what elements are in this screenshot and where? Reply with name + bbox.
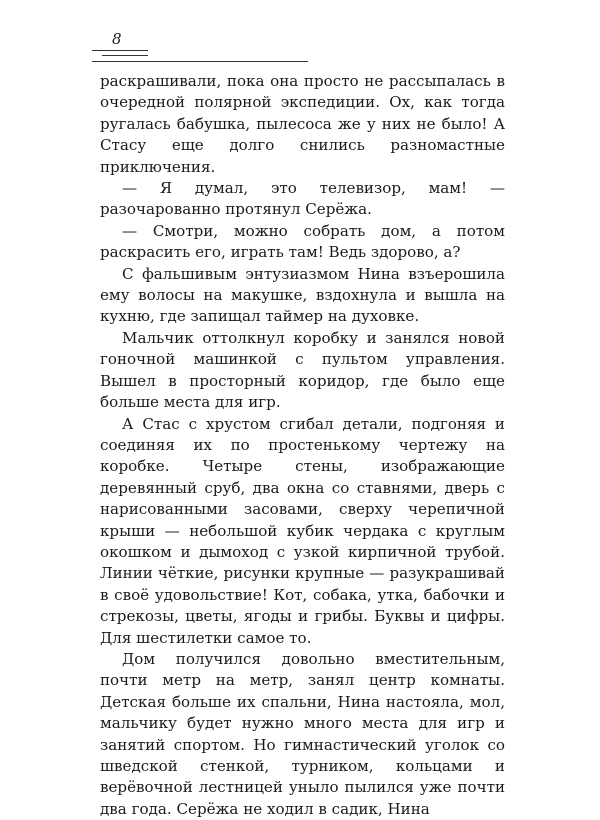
paragraph: С фальшивым энтузиазмом Нина взъерошила ему волосы на макушке, вздохнула и вышла на кухню, где запищал таймер на духовке.: [100, 264, 505, 326]
paragraph: Дом получился довольно вместительным, почти метр на метр, занял центр комнаты. Детская больше их спальни, Нина настояла, мол, мальчику будет нужно много места для игр и занятий спортом. Но гимнастический уголок со шведской стенкой, турником, кольцами и верёвочной лестницей уныло пылился уже почти два года. Серёжа не ходил в садик, Нина: [100, 649, 505, 818]
paragraph: Мальчик оттолкнул коробку и занялся новой гоночной машинкой с пультом управления. Вышел в просторный коридор, где было еще больше места для игр.: [100, 328, 505, 412]
paragraph: — Я думал, это телевизор, мам! — разочарованно протянул Серёжа.: [100, 179, 505, 219]
page-number: 8: [112, 30, 122, 48]
header-rule: [92, 61, 308, 62]
paragraph: — Смотри, можно собрать дом, а потом раскрасить его, играть там! Ведь здорово, а?: [100, 221, 505, 262]
header-rule: [102, 55, 148, 56]
paragraph: А Стас с хрустом сгибал детали, подгоняя и соединяя их по простенькому чертежу на коробке. Четыре стены, изображающие деревянный сруб, два окна со ставнями, дверь с нарисованными засовами, сверху черепичной крыши — небольшой кубик чердака с круглым окошком и дымоход с узкой кирпичной трубой. Линии чёткие, рисунки крупные — разукрашивай в своё удовольствие! Кот, собака, утка, бабочки и стрекозы, цветы, ягоды и грибы. Буквы и цифры. Для шестилетки самое то.: [100, 414, 505, 647]
paragraph: раскрашивали, пока она просто не рассыпалась в очередной полярной экспедиции. Ох, как тогда ругалась бабушка, пылесоса же у них не было! А Стасу еще долго снились разномастные приключения.: [100, 72, 505, 176]
body-text: [100, 71, 505, 820]
header-rule: [92, 50, 148, 51]
